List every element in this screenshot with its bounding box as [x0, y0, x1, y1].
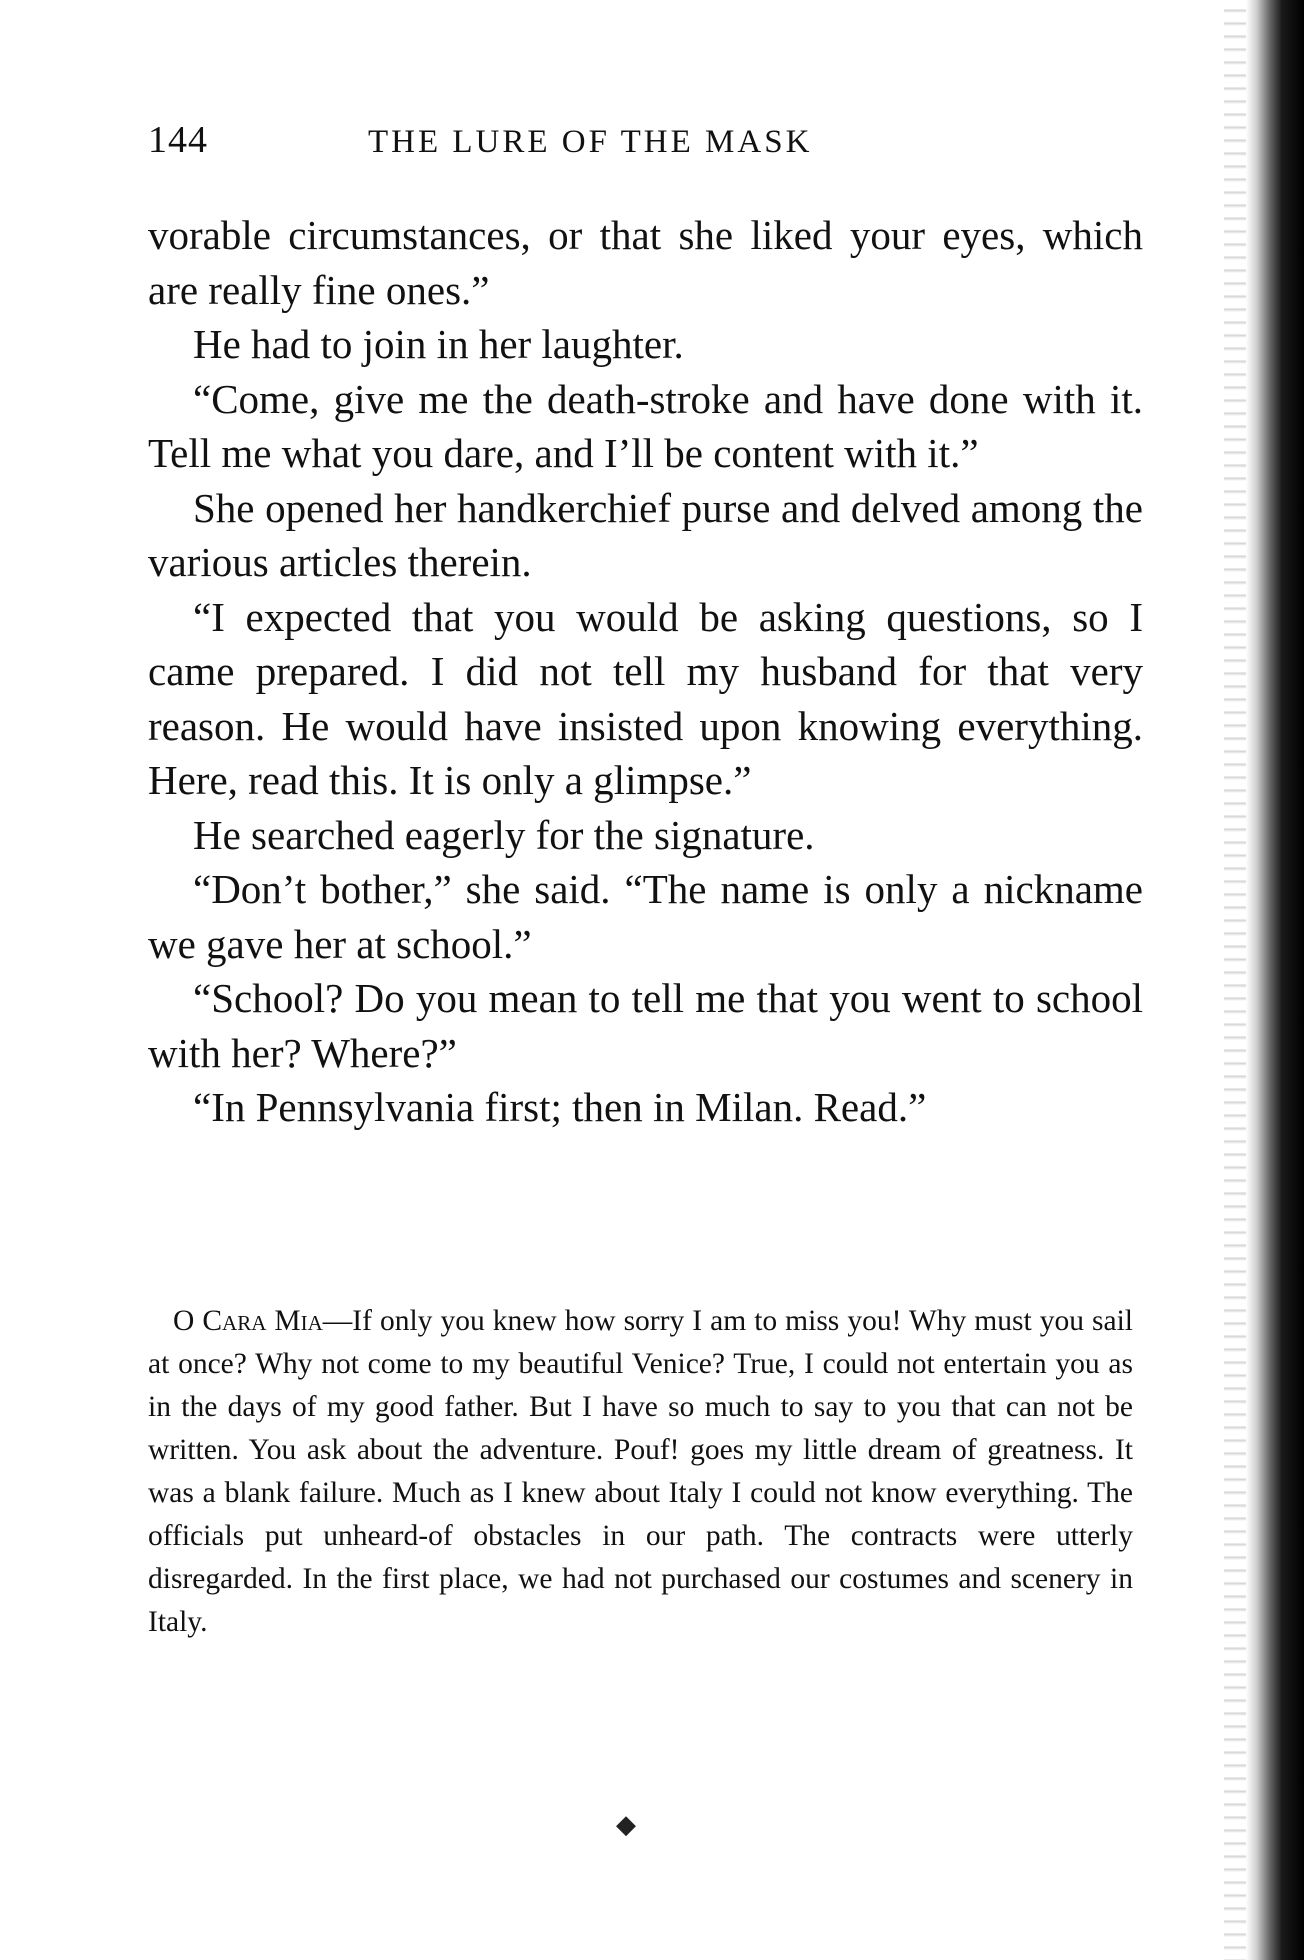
paragraph: “School? Do you mean to tell me that you went to school with her? Where?”	[148, 975, 1143, 1076]
quoted-letter	[148, 1300, 1133, 1644]
page-number: 144	[148, 119, 208, 161]
page-edge-shadow	[1224, 0, 1246, 1960]
paragraph: He had to join in her laughter.	[193, 321, 684, 367]
letter-text: —If only you knew how sorry I am to miss you! Why must you sail at once? Why not come to my beautiful Venice? True, I could not entertain you as in the days of my good father. But I have so much to say to you that can not be written. You ask about the adventure. Pouf! goes my little dream of greatness. It was a blank failure. Much as I knew about Italy I could not know everything. The officials put unheard-of obstacles in our path. The contracts were utterly disregarded. In the first place, we had not purchased our costumes and scenery in Italy.	[148, 1305, 1133, 1638]
paragraph: “Come, give me the death-stroke and have done with it. Tell me what you dare, and I’ll be content with it.”	[148, 375, 1143, 476]
paragraph: He searched eagerly for the signature.	[193, 811, 815, 858]
paragraph: She opened her handkerchief purse and delved among the various articles therein.	[148, 484, 1143, 585]
body-text	[148, 208, 1143, 1135]
page-header	[148, 118, 1148, 162]
printer-mark: ◆	[616, 1810, 636, 1839]
letter-salutation: O Cara Mia	[173, 1305, 323, 1337]
page-gutter-edge	[1246, 0, 1304, 1960]
paragraph: “In Pennsylvania first; then in Milan. Read.”	[193, 1084, 927, 1130]
paragraph: vorable circumstances, or that she liked your eyes, which are really fine ones.”	[148, 212, 1143, 313]
paragraph: “I expected that you would be asking questions, so I came prepared. I did not tell my husband for that very reason. He would have insisted upon knowing everything. Here, read this. It is only a glimpse.”	[148, 593, 1143, 803]
letter-paragraph	[148, 1300, 1133, 1644]
paragraph: “Don’t bother,” she said. “The name is only a nickname we gave her at school.”	[148, 866, 1143, 967]
running-head: THE LURE OF THE MASK	[368, 124, 813, 160]
